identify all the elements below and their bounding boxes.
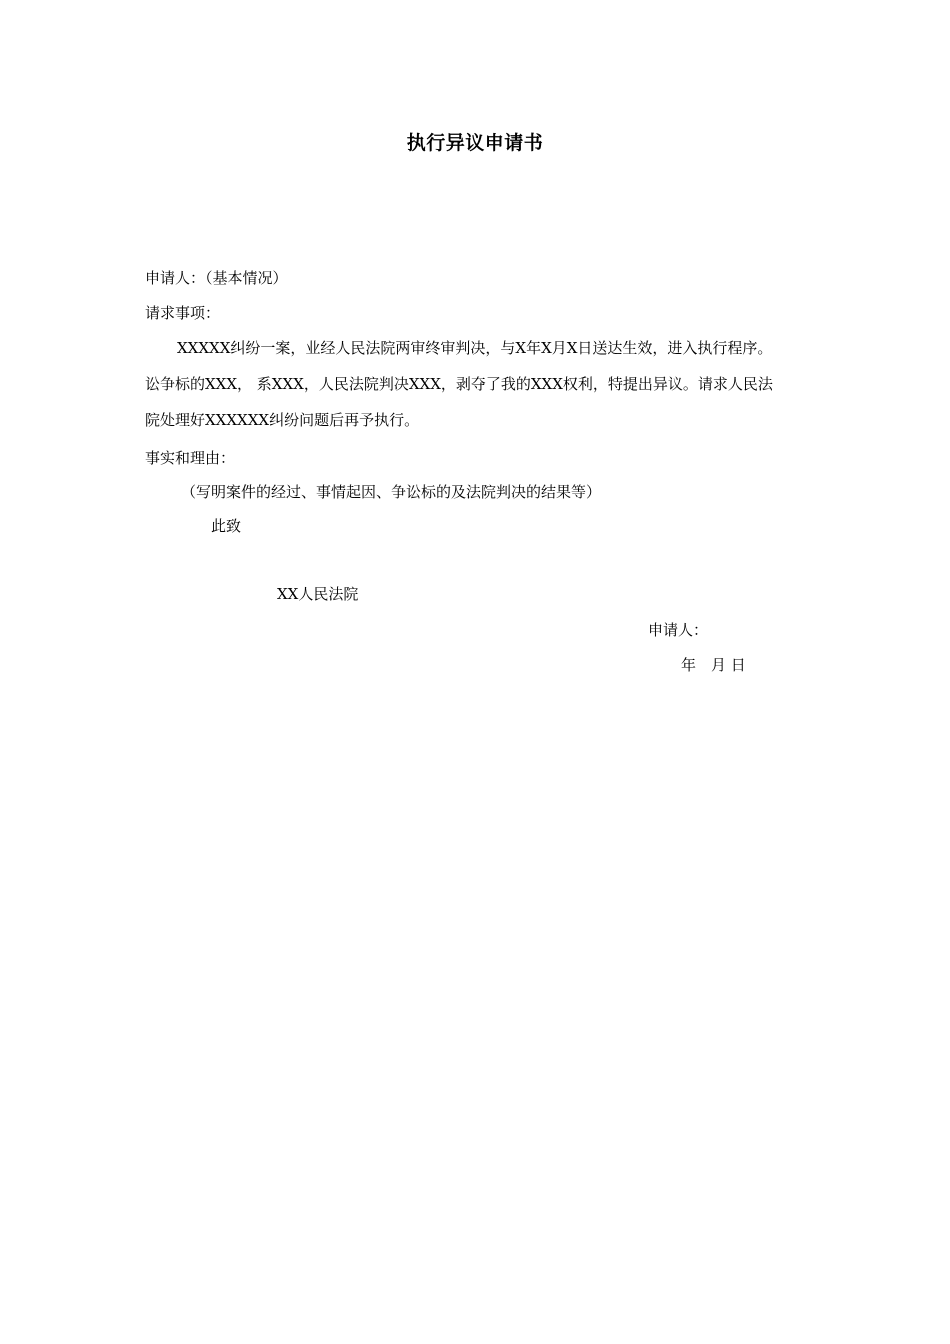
request-text-line: 讼争标的XXX， 系XXX，人民法院判决XXX，剥夺了我的XXX权利，特提出异议。请求人民法 (145, 375, 773, 393)
request-label: 请求事项： (145, 304, 221, 322)
signature-label: 申请人： (648, 621, 709, 639)
facts-note: （写明案件的经过、事情起因、争讼标的及法院判决的结果等） (181, 483, 602, 501)
request-text-line: XXXXX纠纷一案，业经人民法院两审终审判决，与X年X月X日送达生效，进入执行程序。 (177, 339, 773, 357)
court-name: XX人民法院 (277, 585, 359, 603)
applicant-line: 申请人：（基本情况） (145, 269, 288, 287)
request-text-line: 院处理好XXXXXX纠纷问题后再予执行。 (145, 411, 420, 429)
date-line: 年 月 日 (681, 656, 746, 674)
document-title: 执行异议申请书 (406, 132, 544, 154)
facts-label: 事实和理由： (145, 449, 236, 467)
closing-salutation: 此致 (211, 517, 242, 535)
